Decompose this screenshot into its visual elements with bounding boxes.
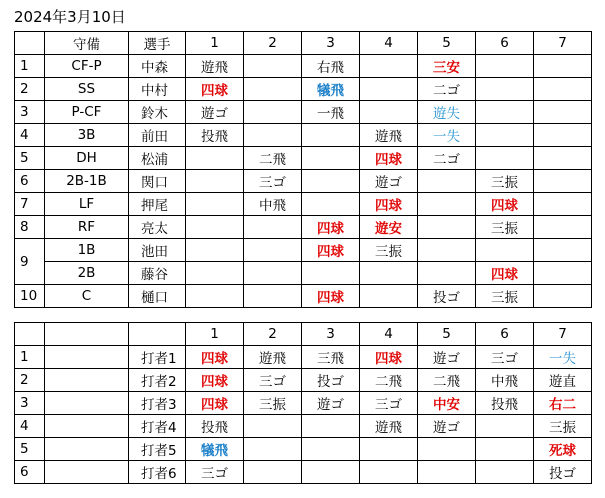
lineup-header-cell: 選手	[129, 32, 186, 55]
batting-order-cell: 4	[15, 415, 45, 438]
lineup-position-cell: SS	[45, 78, 129, 101]
lineup-header-cell: 5	[418, 32, 476, 55]
lineup-player-cell: 池田	[129, 239, 186, 262]
batting-result-cell	[244, 438, 302, 461]
lineup-result-cell: 三安	[418, 55, 476, 78]
batting-header-cell: 1	[186, 323, 244, 346]
lineup-order-cell: 4	[15, 124, 45, 147]
lineup-result-cell: 四球	[302, 216, 360, 239]
lineup-position-cell: CF-P	[45, 55, 129, 78]
batting-blank-cell	[45, 346, 129, 369]
batting-header-cell	[129, 323, 186, 346]
batting-result-cell	[360, 461, 418, 484]
lineup-table	[14, 31, 592, 308]
lineup-player-cell: 前田	[129, 124, 186, 147]
lineup-result-cell	[476, 124, 534, 147]
lineup-result-cell: 遊ゴ	[186, 101, 244, 124]
lineup-result-cell	[476, 55, 534, 78]
batting-result-cell: 投ゴ	[302, 369, 360, 392]
lineup-result-cell	[302, 170, 360, 193]
lineup-result-cell: 四球	[360, 147, 418, 170]
lineup-result-cell	[534, 124, 592, 147]
lineup-result-cell: 遊飛	[186, 55, 244, 78]
batting-header-cell: 5	[418, 323, 476, 346]
batting-result-cell	[418, 438, 476, 461]
lineup-result-cell	[534, 101, 592, 124]
lineup-result-cell: 三振	[360, 239, 418, 262]
lineup-result-cell	[186, 262, 244, 285]
batting-order-cell: 3	[15, 392, 45, 415]
lineup-result-cell: 四球	[360, 193, 418, 216]
batting-result-cell: 一失	[534, 346, 592, 369]
batting-order-cell: 2	[15, 369, 45, 392]
lineup-result-cell: 三振	[476, 216, 534, 239]
lineup-player-cell: 鈴木	[129, 101, 186, 124]
lineup-result-cell: 一飛	[302, 101, 360, 124]
lineup-order-cell: 3	[15, 101, 45, 124]
lineup-header-cell: 4	[360, 32, 418, 55]
game-date: 2024年3月10日	[14, 8, 126, 26]
lineup-result-cell: 四球	[476, 193, 534, 216]
lineup-result-cell: 投ゴ	[418, 285, 476, 308]
lineup-order-cell: 10	[15, 285, 45, 308]
lineup-result-cell	[534, 170, 592, 193]
batting-row	[15, 438, 592, 461]
batting-row	[15, 392, 592, 415]
lineup-result-cell	[360, 78, 418, 101]
batting-batter-cell: 打者3	[129, 392, 186, 415]
lineup-row	[15, 239, 592, 262]
batting-result-cell: 犠飛	[186, 438, 244, 461]
batting-result-cell	[476, 438, 534, 461]
lineup-player-cell: 亮太	[129, 216, 186, 239]
lineup-result-cell	[186, 193, 244, 216]
lineup-result-cell: 遊飛	[360, 124, 418, 147]
lineup-position-cell: 2B	[45, 262, 129, 285]
lineup-result-cell	[244, 55, 302, 78]
batting-result-cell: 二飛	[418, 369, 476, 392]
batting-row	[15, 369, 592, 392]
batting-header-cell: 4	[360, 323, 418, 346]
lineup-row	[15, 170, 592, 193]
lineup-order-cell: 6	[15, 170, 45, 193]
batting-header-row	[15, 323, 592, 346]
lineup-result-cell	[302, 147, 360, 170]
batting-result-cell: 遊ゴ	[418, 346, 476, 369]
batting-batter-cell: 打者2	[129, 369, 186, 392]
lineup-result-cell: 四球	[302, 239, 360, 262]
batting-blank-cell	[45, 461, 129, 484]
batting-row	[15, 461, 592, 484]
lineup-position-cell: LF	[45, 193, 129, 216]
lineup-result-cell: 四球	[186, 78, 244, 101]
lineup-player-cell: 樋口	[129, 285, 186, 308]
batting-result-cell: 三飛	[302, 346, 360, 369]
batting-batter-cell: 打者5	[129, 438, 186, 461]
lineup-order-cell: 7	[15, 193, 45, 216]
batting-result-cell: 四球	[186, 369, 244, 392]
lineup-result-cell: 三振	[476, 285, 534, 308]
batting-table	[14, 322, 592, 484]
lineup-result-cell: 遊ゴ	[360, 170, 418, 193]
lineup-result-cell	[244, 285, 302, 308]
batting-result-cell: 四球	[186, 346, 244, 369]
lineup-result-cell: 投飛	[186, 124, 244, 147]
batting-result-cell: 三ゴ	[186, 461, 244, 484]
lineup-result-cell	[418, 170, 476, 193]
lineup-row	[15, 101, 592, 124]
lineup-result-cell	[534, 262, 592, 285]
lineup-result-cell	[244, 101, 302, 124]
lineup-result-cell	[244, 216, 302, 239]
lineup-result-cell: 一失	[418, 124, 476, 147]
lineup-result-cell: 二ゴ	[418, 147, 476, 170]
lineup-row	[15, 216, 592, 239]
lineup-position-cell: 2B-1B	[45, 170, 129, 193]
lineup-order-cell: 1	[15, 55, 45, 78]
lineup-result-cell	[476, 78, 534, 101]
lineup-result-cell	[534, 239, 592, 262]
batting-order-cell: 5	[15, 438, 45, 461]
lineup-position-cell: C	[45, 285, 129, 308]
batting-header-cell: 6	[476, 323, 534, 346]
lineup-result-cell	[476, 239, 534, 262]
batting-result-cell: 二飛	[360, 369, 418, 392]
lineup-row	[15, 124, 592, 147]
lineup-header-row	[15, 32, 592, 55]
batting-result-cell: 三振	[244, 392, 302, 415]
lineup-result-cell	[534, 147, 592, 170]
lineup-result-cell	[186, 239, 244, 262]
batting-result-cell	[244, 461, 302, 484]
lineup-result-cell	[418, 239, 476, 262]
lineup-result-cell	[418, 262, 476, 285]
batting-order-cell: 6	[15, 461, 45, 484]
batting-result-cell	[476, 415, 534, 438]
lineup-result-cell	[186, 147, 244, 170]
lineup-row	[15, 193, 592, 216]
batting-result-cell: 右二	[534, 392, 592, 415]
lineup-result-cell	[418, 193, 476, 216]
batting-result-cell: 四球	[360, 346, 418, 369]
lineup-result-cell: 三ゴ	[244, 170, 302, 193]
lineup-player-cell: 藤谷	[129, 262, 186, 285]
lineup-result-cell	[360, 55, 418, 78]
batting-result-cell: 死球	[534, 438, 592, 461]
lineup-result-cell	[534, 216, 592, 239]
batting-result-cell: 遊飛	[360, 415, 418, 438]
lineup-result-cell: 三振	[476, 170, 534, 193]
lineup-result-cell: 二飛	[244, 147, 302, 170]
batting-blank-cell	[45, 415, 129, 438]
lineup-result-cell	[534, 285, 592, 308]
lineup-row	[15, 285, 592, 308]
batting-order-cell: 1	[15, 346, 45, 369]
lineup-header-cell: 6	[476, 32, 534, 55]
batting-result-cell: 三ゴ	[244, 369, 302, 392]
batting-header-cell: 2	[244, 323, 302, 346]
batting-header-cell	[45, 323, 129, 346]
lineup-result-cell: 二ゴ	[418, 78, 476, 101]
lineup-position-cell: DH	[45, 147, 129, 170]
lineup-result-cell	[244, 78, 302, 101]
lineup-row	[15, 262, 592, 285]
lineup-header-cell: 1	[186, 32, 244, 55]
lineup-result-cell: 右飛	[302, 55, 360, 78]
lineup-header-cell: 2	[244, 32, 302, 55]
batting-result-cell: 投ゴ	[534, 461, 592, 484]
batting-batter-cell: 打者4	[129, 415, 186, 438]
lineup-position-cell: RF	[45, 216, 129, 239]
lineup-order-cell: 9	[15, 239, 45, 285]
batting-batter-cell: 打者1	[129, 346, 186, 369]
batting-result-cell: 遊飛	[244, 346, 302, 369]
batting-header-cell: 7	[534, 323, 592, 346]
batting-result-cell: 中飛	[476, 369, 534, 392]
lineup-result-cell	[244, 124, 302, 147]
batting-result-cell: 遊直	[534, 369, 592, 392]
lineup-result-cell	[476, 101, 534, 124]
lineup-result-cell	[186, 216, 244, 239]
lineup-header-cell: 守備	[45, 32, 129, 55]
batting-result-cell	[302, 461, 360, 484]
batting-row	[15, 415, 592, 438]
lineup-result-cell	[186, 170, 244, 193]
lineup-result-cell: 犠飛	[302, 78, 360, 101]
lineup-player-cell: 中森	[129, 55, 186, 78]
lineup-position-cell: P-CF	[45, 101, 129, 124]
lineup-row	[15, 55, 592, 78]
lineup-position-cell: 3B	[45, 124, 129, 147]
batting-result-cell	[302, 438, 360, 461]
lineup-result-cell: 遊失	[418, 101, 476, 124]
lineup-result-cell	[244, 262, 302, 285]
lineup-order-cell: 8	[15, 216, 45, 239]
batting-result-cell	[476, 461, 534, 484]
lineup-row	[15, 78, 592, 101]
lineup-order-cell: 2	[15, 78, 45, 101]
lineup-result-cell	[302, 262, 360, 285]
batting-header-cell	[15, 323, 45, 346]
lineup-result-cell	[186, 285, 244, 308]
batting-result-cell	[360, 438, 418, 461]
batting-result-cell: 遊ゴ	[302, 392, 360, 415]
lineup-result-cell	[534, 193, 592, 216]
lineup-result-cell	[302, 124, 360, 147]
lineup-position-cell: 1B	[45, 239, 129, 262]
lineup-result-cell: 中飛	[244, 193, 302, 216]
lineup-result-cell	[302, 193, 360, 216]
lineup-header-cell	[15, 32, 45, 55]
batting-result-cell: 投飛	[476, 392, 534, 415]
lineup-order-cell: 5	[15, 147, 45, 170]
lineup-result-cell	[476, 147, 534, 170]
batting-blank-cell	[45, 369, 129, 392]
lineup-result-cell	[534, 55, 592, 78]
batting-result-cell	[418, 461, 476, 484]
lineup-result-cell	[360, 101, 418, 124]
batting-header-cell: 3	[302, 323, 360, 346]
batting-blank-cell	[45, 438, 129, 461]
lineup-player-cell: 中村	[129, 78, 186, 101]
batting-result-cell	[302, 415, 360, 438]
batting-blank-cell	[45, 392, 129, 415]
batting-result-cell: 中安	[418, 392, 476, 415]
lineup-result-cell: 四球	[476, 262, 534, 285]
batting-batter-cell: 打者6	[129, 461, 186, 484]
lineup-result-cell	[360, 285, 418, 308]
batting-result-cell: 四球	[186, 392, 244, 415]
lineup-header-cell: 3	[302, 32, 360, 55]
lineup-row	[15, 147, 592, 170]
lineup-player-cell: 松浦	[129, 147, 186, 170]
lineup-result-cell: 遊安	[360, 216, 418, 239]
batting-result-cell: 三ゴ	[360, 392, 418, 415]
lineup-result-cell	[360, 262, 418, 285]
batting-result-cell: 三振	[534, 415, 592, 438]
batting-result-cell: 三ゴ	[476, 346, 534, 369]
lineup-header-cell: 7	[534, 32, 592, 55]
lineup-result-cell	[418, 216, 476, 239]
lineup-result-cell: 四球	[302, 285, 360, 308]
lineup-player-cell: 押尾	[129, 193, 186, 216]
batting-row	[15, 346, 592, 369]
batting-result-cell	[244, 415, 302, 438]
lineup-result-cell	[534, 78, 592, 101]
lineup-result-cell	[244, 239, 302, 262]
batting-result-cell: 遊ゴ	[418, 415, 476, 438]
batting-result-cell: 投飛	[186, 415, 244, 438]
lineup-player-cell: 関口	[129, 170, 186, 193]
